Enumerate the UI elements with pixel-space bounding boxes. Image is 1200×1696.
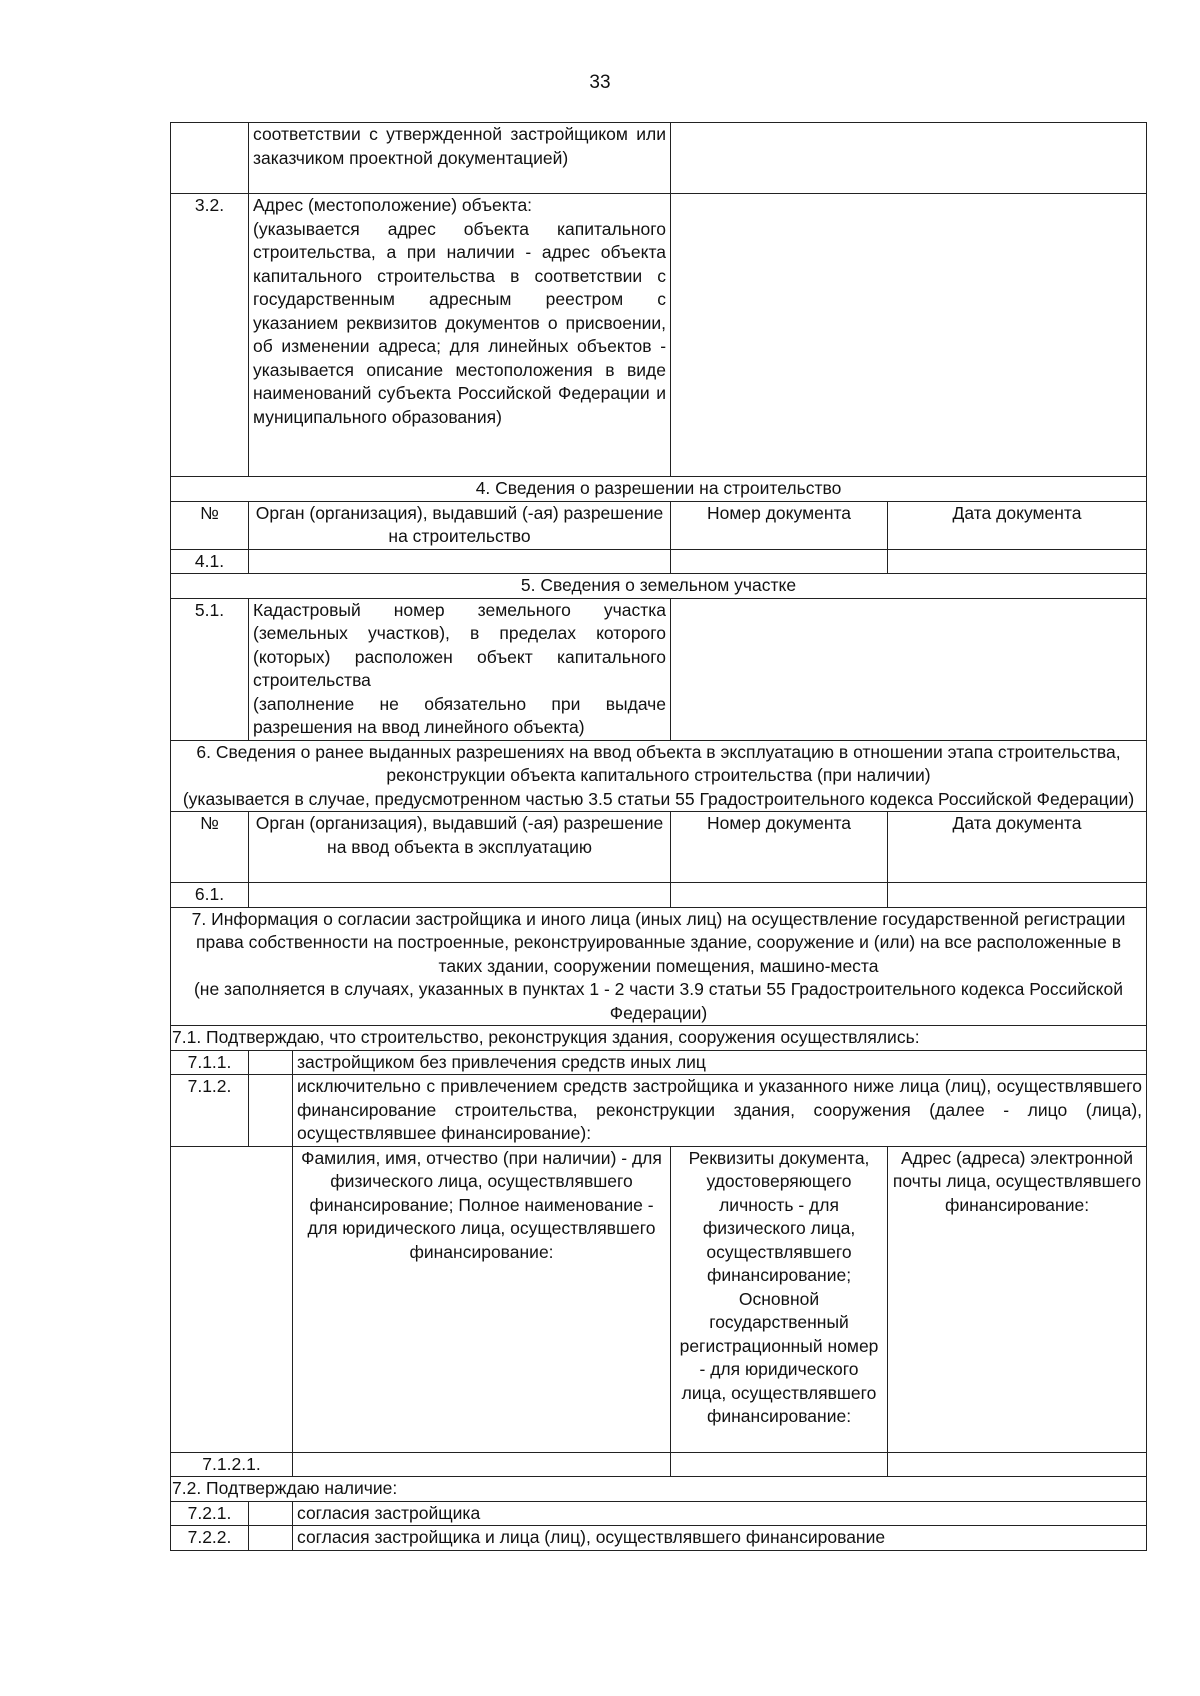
- row-7-2-1: [171, 1501, 1147, 1526]
- row-number: 7.1.2.: [171, 1075, 249, 1147]
- row-continuation: [171, 123, 1147, 194]
- continuation-value-cell[interactable]: [671, 123, 1147, 194]
- section-7-title-cell: [171, 907, 1147, 1026]
- organ-value-cell[interactable]: [249, 883, 671, 908]
- col-header-doc-number: Номер документа: [671, 812, 888, 883]
- section-7-header: [171, 907, 1147, 1026]
- continuation-text: соответствии с утвержденной застройщиком или заказчиком проектной документацией): [249, 123, 671, 194]
- row-4-1: [171, 549, 1147, 574]
- section-7-note: (не заполняется в случаях, указанных в пунктах 1 - 2 части 3.9 статьи 55 Градостроительного кодекса Российской Федерации): [193, 979, 1124, 1023]
- address-note: (указывается адрес объекта капитального строительства, а при наличии - адрес объекта капитального строительства в соответствии с государственным адресным реестром с указанием реквизитов документов о присвоении, об изменении адреса; для линейных объектов - указывается описание местоположения в виде наименований субъекта Российской Федерации и муниципального образования): [253, 218, 667, 427]
- col-header-doc-date: Дата документа: [888, 812, 1147, 883]
- cadastral-note: (заполнение не обязательно при выдаче разрешения на ввод линейного объекта): [253, 693, 667, 737]
- checkbox-cell-7-2-2[interactable]: [249, 1526, 293, 1551]
- col-header-financier-document: Реквизиты документа, удостоверяющего личность - для физического лица, осуществлявшего финансирование; Основной государственный регистрационный номер - для юридического лица, осуществлявшего финансирование:: [671, 1146, 888, 1452]
- row-7-1-1: [171, 1050, 1147, 1075]
- section-7-title: 7. Информация о согласии застройщика и иного лица (иных лиц) на осуществление государственной регистрации права собственности на построенные, реконструированные здание, сооружение и (или) на все расположенные в таких здании, сооружении помещения, машино-места: [191, 908, 1126, 976]
- section-6-header: [171, 740, 1147, 812]
- row-number: 7.2.1.: [171, 1501, 249, 1526]
- section-7-1-header: [171, 1026, 1147, 1051]
- row-7-1-2-1: [171, 1452, 1147, 1477]
- section-6-title-cell: [171, 740, 1147, 812]
- cadastral-label: Кадастровый номер земельного участка (земельных участков), в пределах которого (которых) расположен объект капитального строительства: [253, 599, 667, 690]
- form-table: [170, 122, 1147, 1551]
- section-6-columns: [171, 812, 1147, 883]
- section-4-header: [171, 477, 1147, 502]
- row-number: 7.1.2.1.: [171, 1452, 293, 1477]
- row-7-2-2: [171, 1526, 1147, 1551]
- section-5-header: [171, 574, 1147, 599]
- row-number: 6.1.: [171, 883, 249, 908]
- col-header-organ: Орган (организация), выдавший (-ая) разрешение на ввод объекта в эксплуатацию: [249, 812, 671, 883]
- row-number: 7.2.2.: [171, 1526, 249, 1551]
- col-header-organ: Орган (организация), выдавший (-ая) разрешение на строительство: [249, 501, 671, 549]
- col-header-doc-date: Дата документа: [888, 501, 1147, 549]
- page-number: 33: [589, 72, 611, 93]
- section-7-2-header: [171, 1477, 1147, 1502]
- section-7-1-title: 7.1. Подтверждаю, что строительство, реконструкция здания, сооружения осуществлялись:: [171, 1026, 1147, 1051]
- option-text: исключительно с привлечением средств застройщика и указанного ниже лица (лиц), осуществлявшего финансирование строительства, реконструкции здания, сооружения (далее - лицо (лица), осуществлявшее финансирование):: [293, 1075, 1147, 1147]
- doc-date-value-cell[interactable]: [888, 883, 1147, 908]
- section-4-title: 4. Сведения о разрешении на строительство: [171, 477, 1147, 502]
- option-text: согласия застройщика: [293, 1501, 1147, 1526]
- col-header-number: №: [171, 812, 249, 883]
- financier-columns: [171, 1146, 1147, 1452]
- doc-number-value-cell[interactable]: [671, 883, 888, 908]
- cadastral-label-cell: [249, 598, 671, 740]
- row-number: 4.1.: [171, 549, 249, 574]
- section-6-title: 6. Сведения о ранее выданных разрешениях на ввод объекта в эксплуатацию в отношении этапа строительства, реконструкции объекта капитального строительства (при наличии): [196, 741, 1121, 785]
- organ-value-cell[interactable]: [249, 549, 671, 574]
- section-4-columns: [171, 501, 1147, 549]
- doc-date-value-cell[interactable]: [888, 549, 1147, 574]
- financier-document-value-cell[interactable]: [671, 1452, 888, 1477]
- checkbox-cell-7-2-1[interactable]: [249, 1501, 293, 1526]
- financier-name-value-cell[interactable]: [293, 1452, 671, 1477]
- col-header-financier-email: Адрес (адреса) электронной почты лица, осуществлявшего финансирование:: [888, 1146, 1147, 1452]
- checkbox-cell-7-1-1[interactable]: [249, 1050, 293, 1075]
- cadastral-value-cell[interactable]: [671, 598, 1147, 740]
- section-6-note: (указывается в случае, предусмотренном частью 3.5 статьи 55 Градостроительного кодекса Российской Федерации): [182, 788, 1135, 809]
- option-text: застройщиком без привлечения средств иных лиц: [293, 1050, 1147, 1075]
- financier-email-value-cell[interactable]: [888, 1452, 1147, 1477]
- col-header-doc-number: Номер документа: [671, 501, 888, 549]
- address-value-cell[interactable]: [671, 194, 1147, 477]
- section-5-title: 5. Сведения о земельном участке: [171, 574, 1147, 599]
- row-number: 3.2.: [171, 194, 249, 477]
- row-7-1-2: [171, 1075, 1147, 1147]
- checkbox-cell-7-1-2[interactable]: [249, 1075, 293, 1147]
- col-header-number: №: [171, 501, 249, 549]
- address-label: Адрес (местоположение) объекта:: [253, 195, 533, 215]
- section-7-2-title: 7.2. Подтверждаю наличие:: [171, 1477, 1147, 1502]
- address-label-cell: [249, 194, 671, 477]
- row-5-1: [171, 598, 1147, 740]
- doc-number-value-cell[interactable]: [671, 549, 888, 574]
- row-number: 5.1.: [171, 598, 249, 740]
- row-number: 7.1.1.: [171, 1050, 249, 1075]
- col-header-financier-name: Фамилия, имя, отчество (при наличии) - для физического лица, осуществлявшего финансирование; Полное наименование - для юридического лица, осуществлявшего финансирование:: [293, 1146, 671, 1452]
- row-6-1: [171, 883, 1147, 908]
- row-3-2: [171, 194, 1147, 477]
- option-text: согласия застройщика и лица (лиц), осуществлявшего финансирование: [293, 1526, 1147, 1551]
